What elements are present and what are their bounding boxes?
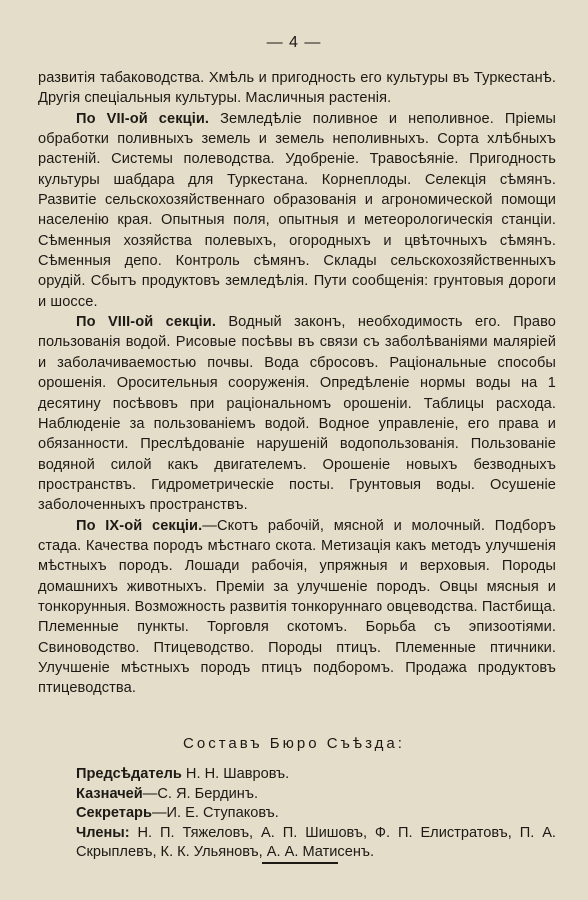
paragraph-text: —Скотъ рабочій, мясной и молочный. Подборъ стада. Качества породъ мѣстнаго скота. Метизація какъ методъ улучшенія мѣстныхъ породъ. Лошади рабочія, упряжныя и верховыя. Породы домашнихъ животныхъ. Преміи за улучшеніе породъ. Овцы мясныя и тонкорунныя. Возможность развитія тонкоруннаго овцеводства. Пастбища. Племенные пункты. Торговля скотомъ. Борьба съ эпизоотіями. Свиноводство. Птицеводство. Породы птицъ. Племенные птичники. Улучшеніе мѣстныхъ породъ птицъ подборомъ. Продажа продуктовъ птицеводства. [38, 517, 556, 697]
paragraph-section-8 [38, 312, 556, 515]
section-heading: По IX-ой секціи. [76, 517, 203, 534]
page-number: — 4 — [266, 34, 322, 51]
paragraph-section-7 [38, 109, 556, 312]
secretary-role: Секретарь [76, 805, 152, 821]
bureau-title: Составъ Бюро Съѣзда: [183, 735, 405, 752]
members-row [38, 824, 556, 863]
chairman-role: Предсѣдатель [76, 766, 182, 782]
members-names: Н. П. Тяжеловъ, А. П. Шишовъ, Ф. П. Елистратовъ, П. А. Скрыплевъ, К. К. Ульяновъ, А. А. Матисенъ. [76, 824, 556, 860]
secretary-name: —И. Е. Ступаковъ. [151, 805, 279, 821]
treasurer-name: —С. Я. Бердинъ. [142, 785, 259, 802]
paragraph-text: Земледѣліе поливное и неполивное. Пріемы обработки поливныхъ земель и земель неполивныхъ. Сорта хлѣбныхъ растеній. Системы полеводства. Удобреніе. Травосѣяніе. Пригодность культуры шабдара для Туркестана. Корнеплоды. Селекція сѣмянъ. Развитіе сельскохозяйственнаго образованія и агрономической помощи населенію края. Опытныя поля, опытныя и метеорологическія станціи. Сѣменныя хозяйства полевыхъ, огородныхъ и цвѣточныхъ сѣмянъ. Сѣменныя депо. Контроль сѣмянъ. Склады сельскохозяйственныхъ орудій. Сбытъ продуктовъ земледѣлія. Пути сообщенія: грунтовыя дороги и шоссе. [38, 110, 557, 310]
treasurer-row [38, 785, 556, 805]
paragraph-text: Водный законъ, необходимость его. Право пользованія водой. Рисовые посѣвы въ связи съ заболѣваніями маляріей и заболачиваемостью почвы. Вода сбросовъ. Раціональные способы орошенія. Оросительныя сооруженія. Опредѣленіе нормы воды на 1 десятину посѣвовъ при раціональномъ орошеніи. Таблицы расхода. Наблюденіе за пользованіемъ водой. Водное управленіе, его права и обязанности. Преслѣдованіе нарушеній водопользованія. Пользованіе водяной силой какъ двигателемъ. Орошеніе новыхъ безводныхъ пространствъ. Гидрометрическіе посты. Грунтовыя воды. Осушеніе заболоченныхъ пространствъ. [38, 314, 556, 514]
section-heading: По VII-ой секціи. [76, 110, 210, 127]
paragraph-continuation [38, 68, 556, 109]
members-role: Члены: [76, 824, 130, 841]
paragraph-text: развитія табаководства. Хмѣль и пригодность его культуры въ Туркестанѣ. Другія спеціальныя культуры. Масличныя растенія. [38, 70, 556, 107]
closing-rule [262, 862, 338, 864]
chairman-name: Н. Н. Шавровъ. [185, 766, 290, 782]
chairman-row [38, 765, 556, 785]
secretary-row [38, 804, 556, 824]
paragraph-section-9 [38, 516, 556, 699]
treasurer-role: Казначей [76, 785, 143, 802]
body-text [38, 68, 556, 699]
section-heading: По VIII-ой секціи. [76, 314, 216, 331]
bureau-members [38, 765, 556, 863]
